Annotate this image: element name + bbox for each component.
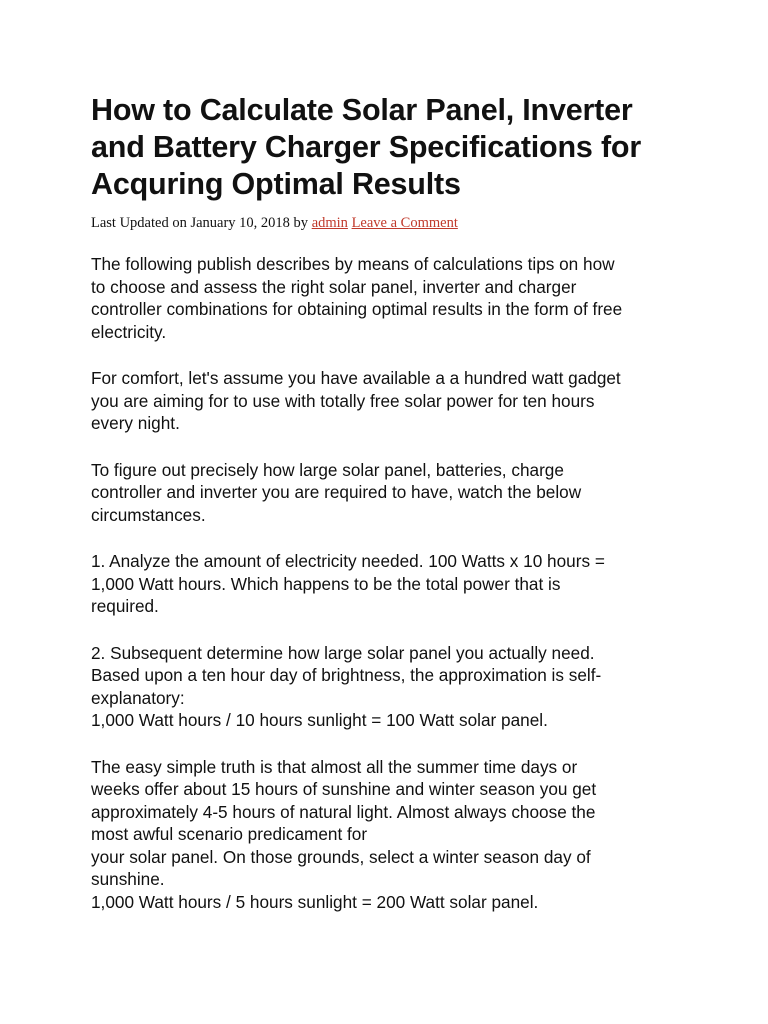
text-line: 1,000 Watt hours / 5 hours sunlight = 200 Watt solar panel. (91, 891, 539, 912)
text-line: sunshine. (91, 869, 165, 889)
text-line: controller combinations for obtaining optimal results in the form of free (91, 299, 623, 319)
text-line: to choose and assess the right solar panel, inverter and charger (91, 276, 577, 297)
paragraph-step-1 (91, 550, 681, 618)
title-line: Acquring Optimal Results (91, 167, 461, 201)
text-line: weeks offer about 15 hours of sunshine and winter season you get (91, 779, 597, 799)
paragraph-step-2 (91, 642, 681, 732)
text-line: For comfort, let's assume you have available a a hundred watt gadget (91, 368, 621, 388)
meta-updated-text: Last Updated on January 10, 2018 by (91, 215, 309, 231)
text-line: 2. Subsequent determine how large solar panel you actually need. (91, 642, 595, 663)
text-line: 1. Analyze the amount of electricity needed. 100 Watts x 10 hours = (91, 551, 605, 571)
text-line: most awful scenario predicament for (91, 824, 368, 844)
text-line: circumstances. (91, 504, 206, 525)
author-link[interactable]: admin (311, 215, 348, 231)
text-line: explanatory: (91, 687, 185, 708)
title-line: and Battery Charger Specifications for (91, 130, 642, 164)
paragraph-intro (91, 253, 681, 343)
text-line: your solar panel. On those grounds, select a winter season day of (91, 846, 591, 867)
text-line: 1,000 Watt hours. Which happens to be the total power that is (91, 573, 561, 594)
title-line: How to Calculate Solar Panel, Inverter (91, 93, 633, 127)
text-line: Based upon a ten hour day of brightness, the approximation is self- (91, 665, 602, 685)
text-line: every night. (91, 413, 180, 433)
article (91, 92, 681, 937)
text-line: required. (91, 596, 159, 616)
text-line: approximately 4-5 hours of natural light. Almost always choose the (91, 801, 596, 822)
article-title (91, 92, 681, 203)
text-line: controller and inverter you are required to have, watch the below (91, 482, 582, 502)
paragraph-figure-out (91, 459, 681, 527)
leave-comment-link[interactable]: Leave a Comment (351, 215, 458, 231)
paragraph-assumption (91, 367, 681, 435)
text-line: The easy simple truth is that almost all the summer time days or (91, 756, 578, 777)
article-meta (91, 213, 681, 233)
text-line: 1,000 Watt hours / 10 hours sunlight = 100 Watt solar panel. (91, 710, 548, 730)
text-line: The following publish describes by means of calculations tips on how (91, 254, 615, 274)
text-line: electricity. (91, 321, 167, 342)
text-line: you are aiming for to use with totally free solar power for ten hours (91, 390, 595, 411)
paragraph-seasons (91, 756, 681, 914)
text-line: To figure out precisely how large solar panel, batteries, charge (91, 459, 564, 480)
